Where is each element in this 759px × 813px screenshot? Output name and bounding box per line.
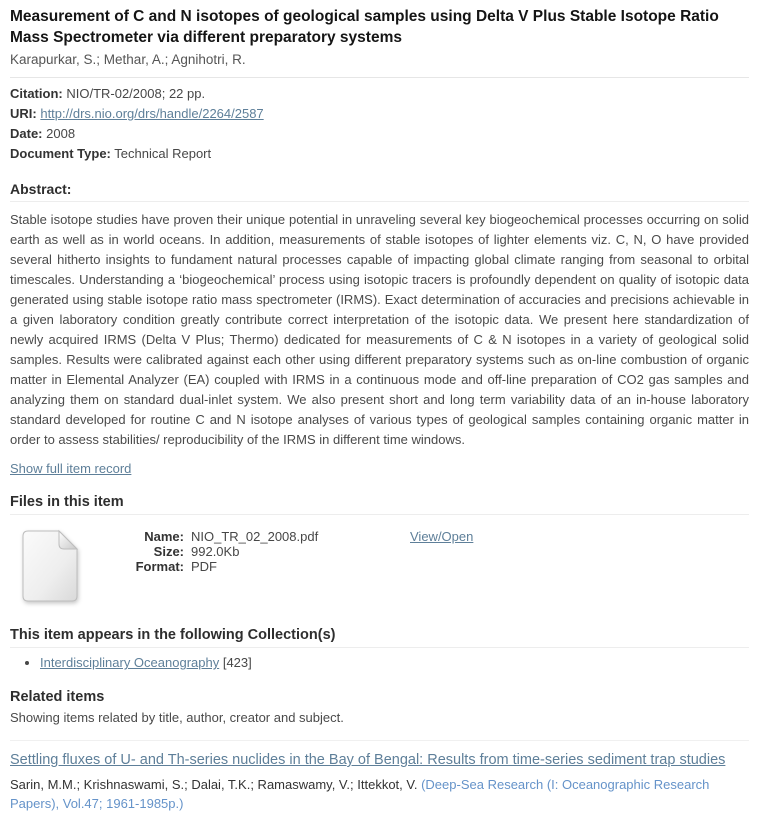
doctype-label: Document Type: bbox=[10, 146, 111, 161]
doctype-row bbox=[10, 144, 749, 164]
related-item bbox=[10, 740, 749, 813]
uri-label: URI: bbox=[10, 106, 37, 121]
related-authors-text: Sarin, M.M.; Krishnaswami, S.; Dalai, T.K.; Ramaswamy, V.; Ittekkot, V. bbox=[10, 777, 422, 792]
file-size-label: Size: bbox=[153, 544, 184, 559]
page-title: Measurement of C and N isotopes of geological samples using Delta V Plus Stable Isotope Ratio Mass Spectrometer via different preparatory systems bbox=[10, 8, 719, 46]
citation-row bbox=[10, 84, 749, 104]
collection-list-item bbox=[40, 654, 749, 671]
date-label: Date: bbox=[10, 126, 43, 141]
divider bbox=[10, 514, 749, 515]
related-journal-link[interactable]: (Deep-Sea Research (I: Oceanographic Research Papers), Vol.47; 1961-1985p.) bbox=[10, 777, 710, 811]
file-name-label: Name: bbox=[144, 529, 184, 544]
date-value: 2008 bbox=[46, 126, 76, 141]
file-format-label: Format: bbox=[135, 559, 184, 574]
related-item-authors bbox=[10, 775, 749, 813]
collection-count: [423] bbox=[222, 655, 252, 670]
date-row bbox=[10, 124, 749, 144]
citation-value: NIO/TR-02/2008; 22 pp. bbox=[66, 86, 206, 101]
divider bbox=[10, 201, 749, 202]
abstract-text: Stable isotope studies have proven their unique potential in unraveling several key biogeochemical processes occurring on solid earth as well as in world oceans. In addition, measurements of stable isotopes of lighter elements viz. C, N, O have provided several hitherto insights to fundament natural processes capable of impacting global climate ranging from seasonal to orbital timescales. Understanding a ‘biogeochemical’ process using isotopic tracers is profoundly dependent on quality of isotopic data generated using stable isotope ratio mass spectrometer (IRMS). Exact determination of accuracies and precisions achievable in a given laboratory condition greatly contribute correct interpretation of the isotopic data. We present here standardization of newly acquired IRMS (Delta V Plus; Thermo) dedicated for measurements of C & N isotopes in a variety of geological solid samples. Results were calibrated against each other using different preparatory systems such as on-line combustion of organic matter in Elemental Analyzer (EA) coupled with IRMS in a continuous mode and off-line preparation of CO2 gas samples and analyzing them on standard dual-inlet system. We also present short and long term variability data of an in-house laboratory standard developed for routine C and N isotope analyses of various types of geological samples containing organic matter in order to assess stabilities/ reproducibility of the IRMS in different time windows. bbox=[10, 212, 749, 447]
abstract-heading: Abstract: bbox=[10, 181, 72, 197]
show-full-record-link[interactable]: Show full item record bbox=[10, 461, 132, 476]
uri-link[interactable]: http://drs.nio.org/drs/handle/2264/2587 bbox=[40, 106, 264, 121]
collections-section-heading: This item appears in the following Collection(s) bbox=[10, 627, 336, 643]
collection-list bbox=[10, 654, 749, 671]
divider bbox=[10, 647, 749, 648]
files-section-heading: Files in this item bbox=[10, 494, 124, 510]
file-size-value: 992.0Kb bbox=[191, 544, 240, 559]
related-items-heading: Related items bbox=[10, 689, 105, 705]
blank-document-icon[interactable] bbox=[20, 529, 80, 603]
collection-link[interactable]: Interdisciplinary Oceanography bbox=[40, 655, 220, 670]
file-name-value: NIO_TR_02_2008.pdf bbox=[191, 529, 319, 544]
file-format-value: PDF bbox=[191, 559, 217, 574]
view-open-link[interactable]: View/Open bbox=[410, 529, 474, 544]
citation-label: Citation: bbox=[10, 86, 63, 101]
show-full-record-row bbox=[10, 461, 749, 476]
doctype-value: Technical Report bbox=[114, 146, 212, 161]
related-item-title-link[interactable]: Settling fluxes of U- and Th-series nuclides in the Bay of Bengal: Results from time-series sediment trap studies bbox=[10, 752, 726, 768]
related-items-subtitle: Showing items related by title, author, creator and subject. bbox=[10, 710, 344, 725]
divider bbox=[10, 77, 749, 78]
metadata-block bbox=[10, 84, 749, 164]
item-record-page bbox=[0, 6, 759, 813]
file-meta bbox=[118, 529, 318, 574]
file-row bbox=[10, 529, 749, 609]
uri-row bbox=[10, 104, 749, 124]
authors-line: Karapurkar, S.; Methar, A.; Agnihotri, R. bbox=[10, 52, 246, 67]
